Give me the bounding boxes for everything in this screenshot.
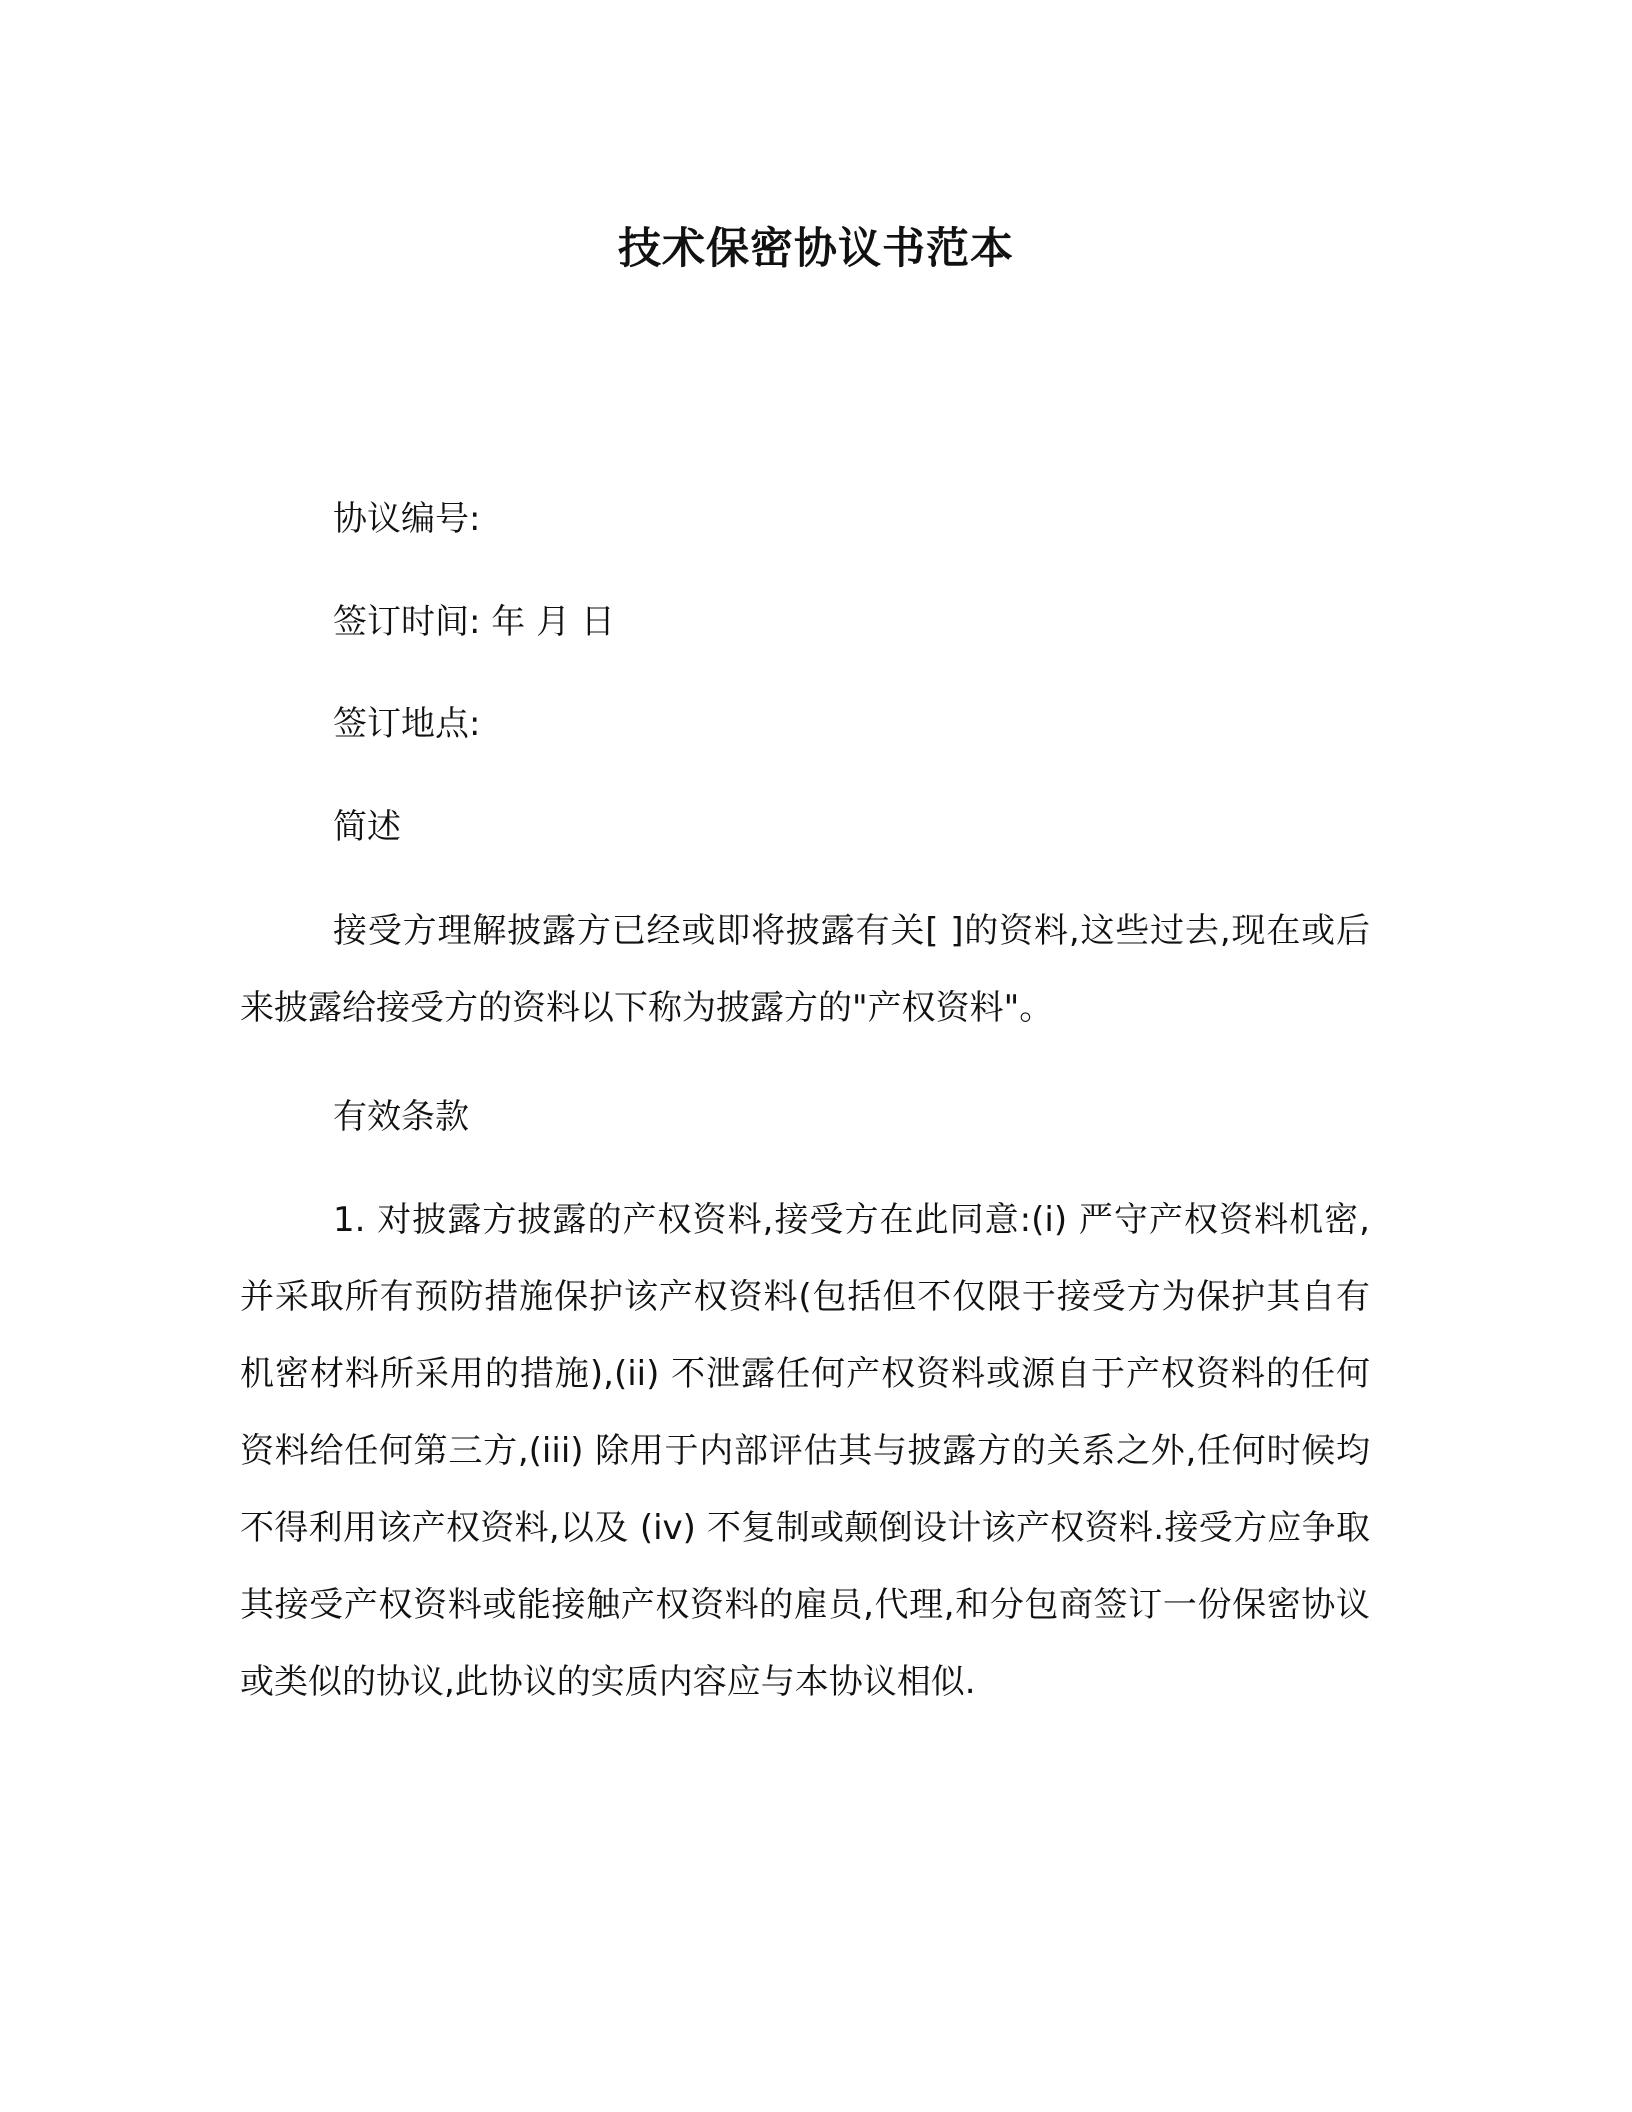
signing-place-field: 签订地点: [333,704,481,744]
summary-heading: 简述 [333,807,401,847]
clause-1-paragraph: 1. 对披露方披露的产权资料,接受方在此同意:(i) 严守产权资料机密,并采取所有预防措施保护该产权资料(包括但不仅限于接受方为保护其自有机密材料所采用的措施),(ii) 不泄露任何产权资料或源自于产权资料的任何资料给任何第三方,(iii) 除用于内部评估其与披露方的关系之外,任何时候均不得利用该产权资料,以及 (iv) 不复制或颠倒设计该产权资料.接受方应争取其接受产权资料或能接触产权资料的雇员,代理,和分包商签订一份保密协议或类似的协议,此协议的实质内容应与本协议相似. [240,1200,1370,1702]
signing-time-field: 签订时间: 年 月 日 [333,602,615,642]
summary-paragraph: 接受方理解披露方已经或即将披露有关[ ]的资料,这些过去,现在或后来披露给接受方的资料以下称为披露方的"产权资料"。 [240,911,1370,1028]
document-title: 技术保密协议书范本 [618,224,1014,274]
terms-heading: 有效条款 [333,1097,469,1137]
agreement-number-field: 协议编号: [333,499,481,539]
